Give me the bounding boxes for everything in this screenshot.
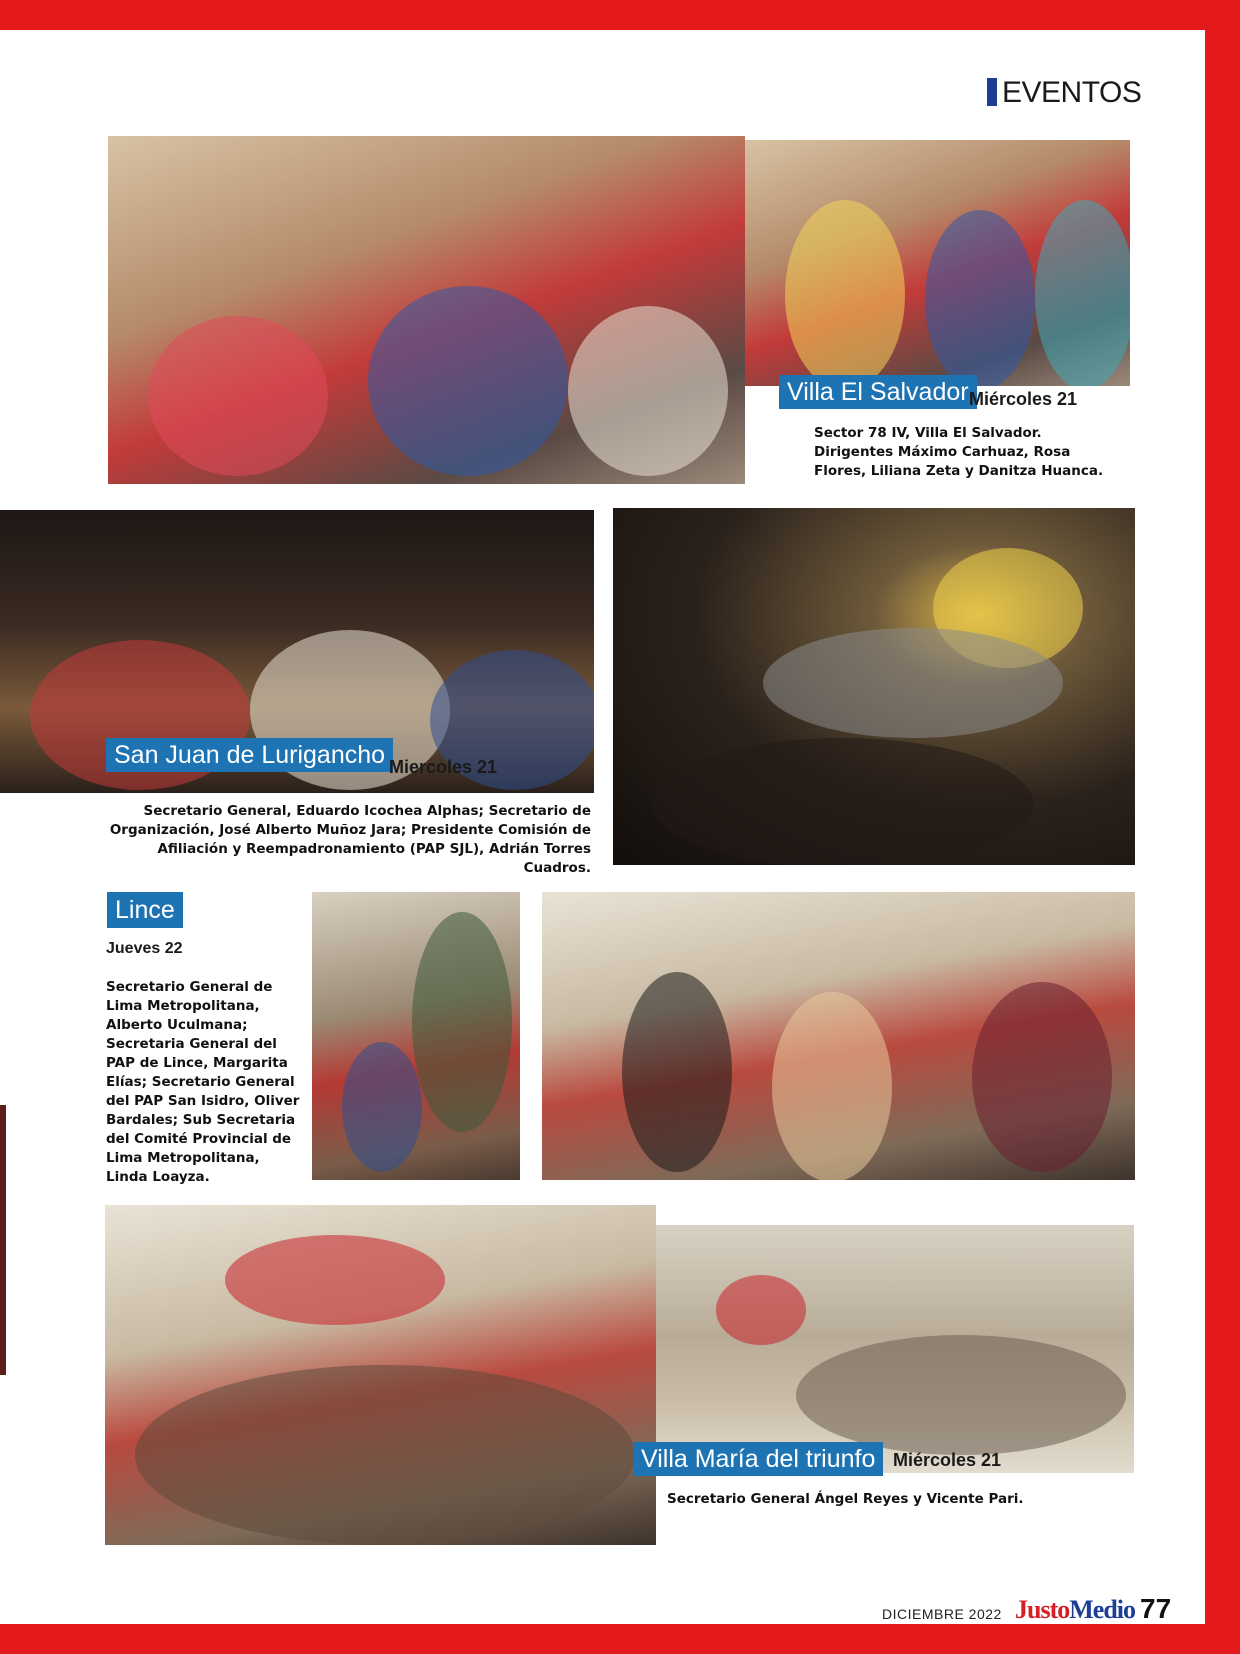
photo-san-juan-de-lurigancho-night-event — [613, 508, 1135, 865]
adjacent-page-edge — [0, 1105, 6, 1375]
caption-lince: Secretario General de Lima Metropolitana, Alberto Uculmana; Secretaria General del PAP de Lince, Margarita Elías; Secretario General del PAP San Isidro, Oliver Bardales; Sub Secretaria del Comité Provincial de Lima Metropolitana, Linda Loayza. — [106, 979, 300, 1185]
section-title: EVENTOS — [1002, 76, 1142, 109]
place-label-villa-maria-del-triunfo: Villa María del triunfo — [633, 1442, 883, 1476]
event-date-san-juan-de-lurigancho: Miercoles 21 — [389, 757, 498, 777]
event-date-villa-el-salvador: Miércoles 21 — [969, 389, 1078, 409]
caption-villa-el-salvador: Sector 78 IV, Villa El Salvador. Dirigentes Máximo Carhuaz, Rosa Flores, Liliana Zeta y Danitza Huanca. — [814, 425, 1104, 479]
caption-san-juan-de-lurigancho: Secretario General, Eduardo Icochea Alphas; Secretario de Organización, José Alberto Muñoz Jara; Presidente Comisión de Afiliación y Reempadronamiento (PAP SJL), Adrián Torres Cuadros. — [109, 803, 591, 876]
magazine-page — [0, 30, 1205, 1624]
page-number: 77 — [1140, 1593, 1172, 1624]
photo-lince-child-gift — [312, 892, 520, 1180]
issue-date: DICIEMBRE 2022 — [882, 1606, 1002, 1622]
photo-villa-el-salvador-crowd — [108, 136, 745, 484]
photo-lince-party-hall — [542, 892, 1135, 1180]
brand-logo — [1015, 1595, 1135, 1624]
event-date-villa-maria-del-triunfo: Miércoles 21 — [893, 1450, 1002, 1470]
event-date-lince: Jueves 22 — [106, 940, 183, 957]
section-marker — [987, 78, 997, 106]
brand-logo-part2: Medio — [1069, 1595, 1136, 1624]
place-label-lince: Lince — [107, 892, 183, 928]
photo-villa-el-salvador-gifts — [745, 140, 1130, 386]
place-label-villa-el-salvador: Villa El Salvador — [779, 375, 977, 409]
caption-villa-maria-del-triunfo: Secretario General Ángel Reyes y Vicente Pari. — [667, 1491, 1024, 1507]
place-label-san-juan-de-lurigancho: San Juan de Lurigancho — [106, 738, 393, 772]
brand-logo-part1: Justo — [1015, 1595, 1070, 1624]
photo-villa-maria-del-triunfo-group — [105, 1205, 656, 1545]
photo-villa-maria-del-triunfo-hall — [656, 1225, 1134, 1473]
